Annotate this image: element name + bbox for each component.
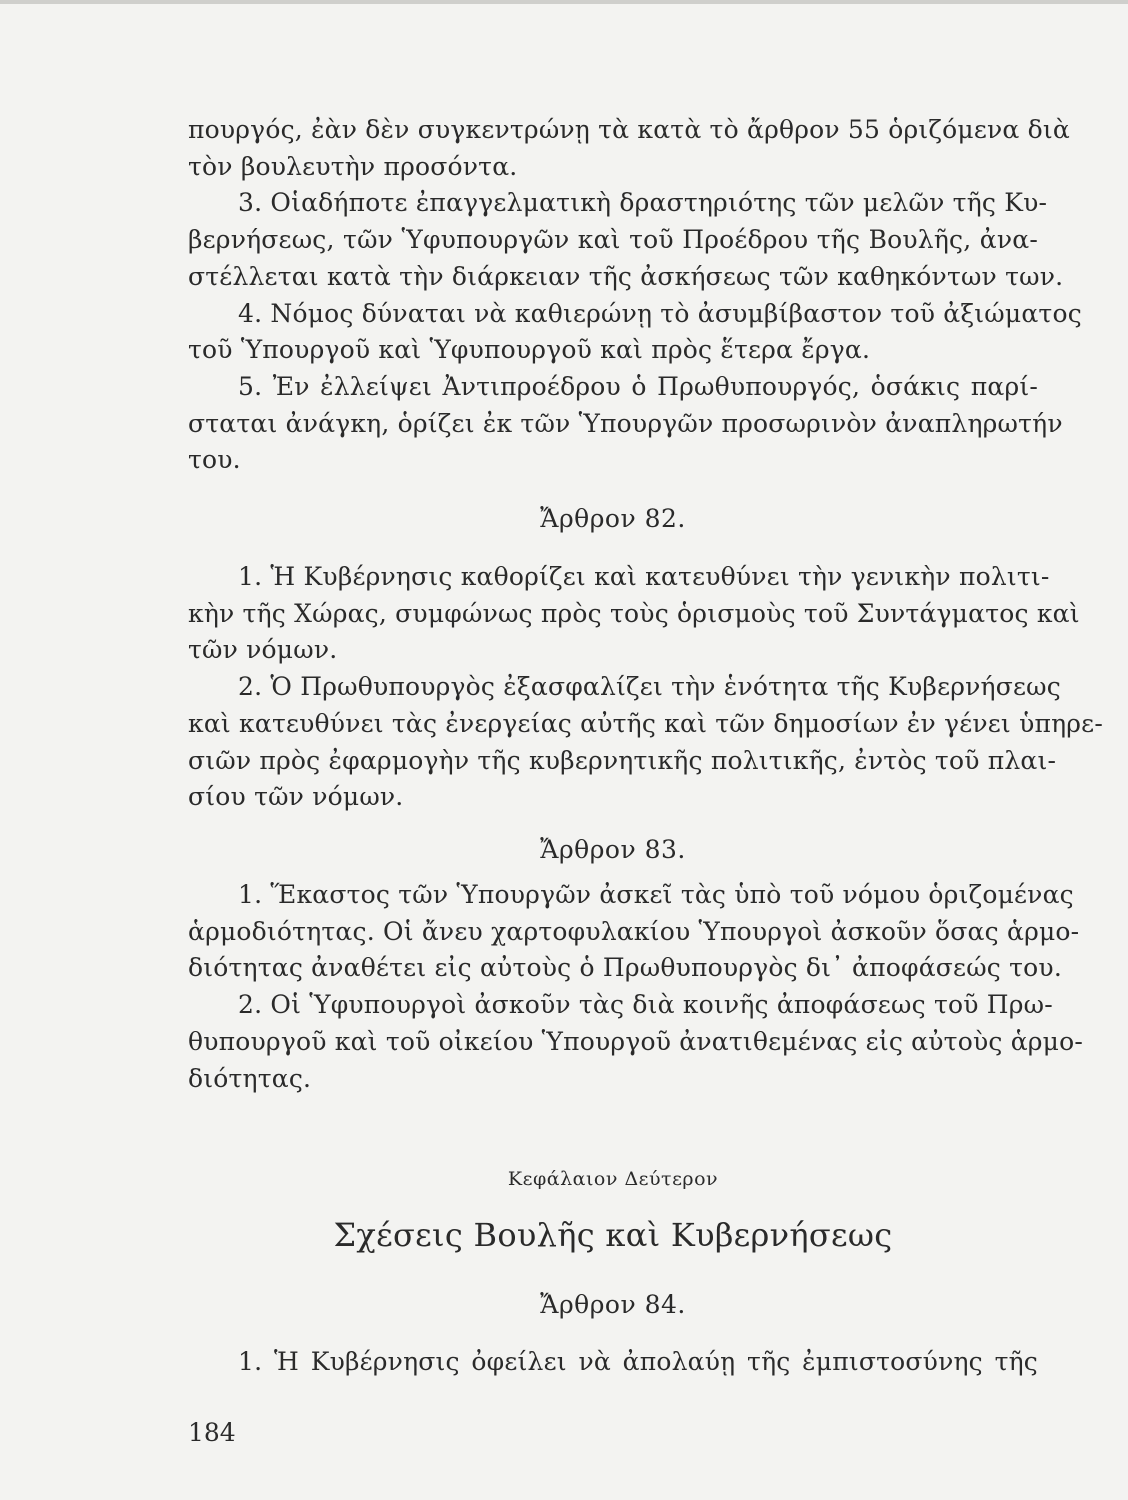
article-83-heading: Ἄρθρον 83.	[540, 835, 686, 864]
article-82-body	[188, 559, 1103, 816]
article-83-body	[188, 877, 1084, 1097]
text-line: διότητας ἀναθέτει εἰς αὐτοὺς ὁ Πρωθυπουργὸς δι᾽ ἀποφάσεώς του.	[188, 953, 1062, 983]
text-line: σίου τῶν νόμων.	[188, 782, 404, 812]
text-line: τοῦ Ὑπουργοῦ καὶ Ὑφυπουργοῦ καὶ πρὸς ἕτερα ἔργα.	[188, 335, 871, 365]
text-line: διότητας.	[188, 1063, 312, 1093]
text-line: τὸν βουλευτὴν προσόντα.	[188, 151, 518, 181]
text-line: ἁρμοδιότητας. Οἱ ἄνευ χαρτοφυλακίου Ὑπουργοὶ ἀσκοῦν ὅσας ἁρμο-	[188, 916, 1080, 946]
text-line: 3. Οἱαδήποτε ἐπαγγελματικὴ δραστηριότης τῶν μελῶν τῆς Κυ-	[238, 188, 1048, 218]
article-84-heading: Ἄρθρον 84.	[540, 1290, 686, 1319]
text-line: στέλλεται κατὰ τὴν διάρκειαν τῆς ἀσκήσεως τῶν καθηκόντων των.	[188, 261, 1064, 291]
chapter-label: Κεφάλαιον Δεύτερον	[507, 1168, 719, 1190]
text-line: 4. Νόμος δύναται νὰ καθιερώνῃ τὸ ἀσυμβίβαστον τοῦ ἀξιώματος	[238, 298, 1082, 328]
text-line: πουργός, ἐὰν δὲν συγκεντρώνῃ τὰ κατὰ τὸ ἄρθρον 55 ὁριζόμενα διὰ	[188, 115, 1070, 144]
article-81-continuation	[188, 112, 1082, 479]
text-line: σταται ἀνάγκη, ὁρίζει ἐκ τῶν Ὑπουργῶν προσωρινὸν ἀναπληρωτήν	[188, 408, 1063, 438]
text-line: θυπουργοῦ καὶ τοῦ οἰκείου Ὑπουργοῦ ἀνατιθεμένας εἰς αὐτοὺς ἁρμο-	[188, 1026, 1084, 1056]
text-line: τῶν νόμων.	[188, 635, 338, 665]
text-line: 1. Ἡ Κυβέρνησις ὀφείλει νὰ ἀπολαύῃ τῆς ἐμπιστοσύνης τῆς	[238, 1347, 1038, 1376]
chapter-title: Σχέσεις Βουλῆς καὶ Κυβερνήσεως	[333, 1216, 893, 1254]
text-line: σιῶν πρὸς ἐφαρμογὴν τῆς κυβερνητικῆς πολιτικῆς, ἐντὸς τοῦ πλαι-	[188, 745, 1057, 775]
text-line: 2. Οἱ Ὑφυπουργοὶ ἀσκοῦν τὰς διὰ κοινῆς ἀποφάσεως τοῦ Πρω-	[238, 990, 1053, 1020]
article-84-body	[188, 1344, 1038, 1381]
text-line: 2. Ὁ Πρωθυπουργὸς ἐξασφαλίζει τὴν ἑνότητα τῆς Κυβερνήσεως	[238, 672, 1061, 702]
article-82-heading: Ἄρθρον 82.	[540, 504, 686, 533]
text-line: καὶ κατευθύνει τὰς ἐνεργείας αὐτῆς καὶ τῶν δημοσίων ἐν γένει ὑπηρε-	[188, 708, 1103, 738]
page-number: 184	[188, 1418, 236, 1447]
text-line: 1. Ἕκαστος τῶν Ὑπουργῶν ἀσκεῖ τὰς ὑπὸ τοῦ νόμου ὁριζομένας	[238, 880, 1074, 909]
text-line: κὴν τῆς Χώρας, συμφώνως πρὸς τοὺς ὁρισμοὺς τοῦ Συντάγματος καὶ	[188, 598, 1080, 628]
text-line: 5. Ἐν ἐλλείψει Ἀντιπροέδρου ὁ Πρωθυπουργός, ὁσάκις παρί-	[238, 371, 1038, 401]
text-line: βερνήσεως, τῶν Ὑφυπουργῶν καὶ τοῦ Προέδρου τῆς Βουλῆς, ἀνα-	[188, 225, 1038, 255]
text-line: του.	[188, 445, 241, 475]
text-line: 1. Ἡ Κυβέρνησις καθορίζει καὶ κατευθύνει τὴν γενικὴν πολιτι-	[238, 562, 1050, 591]
page-top-edge	[0, 0, 1128, 4]
